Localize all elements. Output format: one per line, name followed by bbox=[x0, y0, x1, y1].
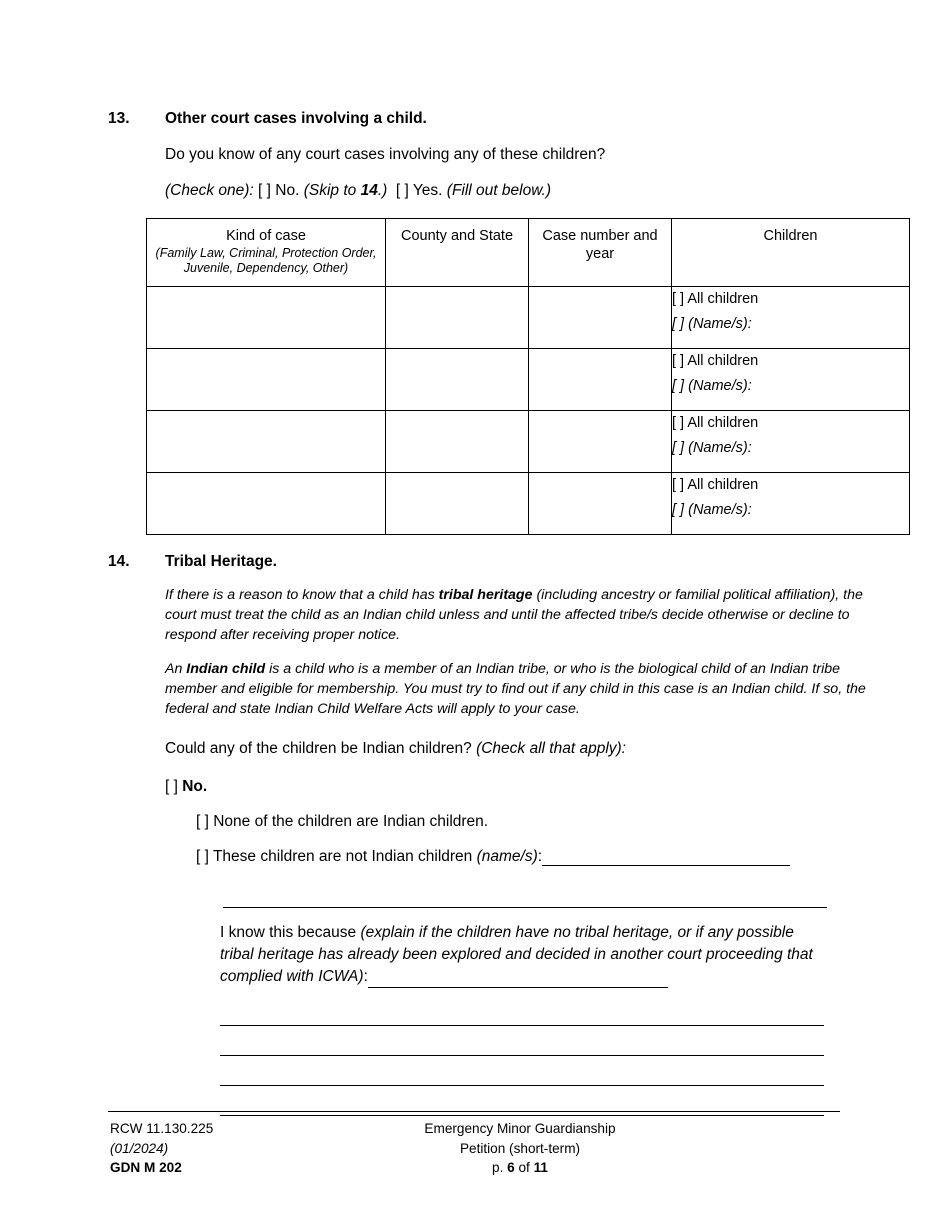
tribal-heritage-emphasis: tribal heritage bbox=[438, 586, 533, 603]
skip-to-hint-post: .) bbox=[377, 182, 388, 199]
cell-county-and-state[interactable] bbox=[386, 410, 529, 472]
skip-to-hint-pre: (Skip to bbox=[303, 182, 361, 199]
tribal-para2-part3: is a child who is a member of an Indian tribe, or who is the biological child of an Indian tribe member and eligible for membership. You must try to find out if any child in this case is an Indian child. If so, the federal and state Indian Child Welfare Acts will apply to your case. bbox=[165, 661, 866, 718]
checkbox-child-names[interactable]: [ ] (Name/s): bbox=[672, 501, 752, 518]
cell-county-and-state[interactable] bbox=[386, 348, 529, 410]
cell-case-number[interactable] bbox=[529, 348, 672, 410]
skip-to-hint-number: 14 bbox=[360, 182, 378, 199]
explanation-lines bbox=[220, 996, 824, 1116]
footer-revision: (01/2024) bbox=[110, 1140, 169, 1156]
names-continuation-line[interactable] bbox=[223, 880, 827, 908]
explanation-line[interactable] bbox=[220, 996, 824, 1026]
cell-county-and-state[interactable] bbox=[386, 286, 529, 348]
table-row bbox=[147, 410, 910, 472]
section-13-check-one-row bbox=[165, 182, 870, 200]
cell-case-number[interactable] bbox=[529, 472, 672, 534]
header-kind-of-case-sub: (Family Law, Criminal, Protection Order, Juvenile, Dependency, Other) bbox=[155, 245, 377, 275]
cell-kind-of-case[interactable] bbox=[147, 348, 386, 410]
checkbox-no-box[interactable]: [ ] bbox=[165, 777, 178, 795]
footer-page-current: 6 bbox=[507, 1160, 515, 1176]
footer-title-line-1: Emergency Minor Guardianship bbox=[424, 1121, 616, 1136]
tribal-heritage-paragraph-2 bbox=[165, 659, 877, 719]
footer-page-total: 11 bbox=[533, 1160, 548, 1176]
footer-title-line-2: Petition (short-term) bbox=[459, 1140, 581, 1156]
names-input-line[interactable] bbox=[542, 851, 790, 866]
table-row bbox=[147, 472, 910, 534]
footer-content bbox=[108, 1112, 840, 1191]
footer-page-pre: p. bbox=[492, 1160, 508, 1176]
page-footer bbox=[108, 1111, 840, 1191]
fill-out-hint: (Fill out below.) bbox=[446, 182, 552, 199]
explanation-line[interactable] bbox=[220, 1056, 824, 1086]
section-13-number: 13. bbox=[108, 110, 130, 127]
tribal-para2-part1: An bbox=[165, 661, 187, 678]
cell-children bbox=[672, 410, 910, 472]
know-because-instruction: (explain if the children have no tribal heritage, or if any possible tribal heritage has already been explored and decided in another court proceeding that complied with ICWA) bbox=[220, 923, 813, 985]
checkbox-none-are-indian-label: [ ] None of the children are Indian children. bbox=[196, 812, 489, 830]
header-kind-of-case-label: Kind of case bbox=[226, 228, 306, 244]
cell-children bbox=[672, 286, 910, 348]
section-14-title: Tribal Heritage. bbox=[165, 552, 277, 570]
skip-to-hint bbox=[304, 182, 388, 199]
cell-county-and-state[interactable] bbox=[386, 472, 529, 534]
checkbox-these-not-indian-label: [ ] These children are not Indian children bbox=[196, 847, 477, 865]
checkbox-no-indian-children[interactable] bbox=[165, 778, 870, 796]
cell-children bbox=[672, 472, 910, 534]
indian-children-question bbox=[165, 740, 870, 758]
names-hint: (name/s) bbox=[476, 847, 538, 865]
checkbox-all-children[interactable]: [ ] All children bbox=[672, 476, 759, 493]
cell-case-number[interactable] bbox=[529, 410, 672, 472]
tribal-heritage-paragraph-1 bbox=[165, 585, 877, 645]
cell-children bbox=[672, 348, 910, 410]
cell-kind-of-case[interactable] bbox=[147, 286, 386, 348]
know-because-lead: I know this because bbox=[220, 923, 361, 941]
tribal-para1-part1: If there is a reason to know that a child has bbox=[165, 586, 439, 603]
table-header-row bbox=[147, 219, 910, 287]
header-children: Children bbox=[672, 219, 910, 287]
checkbox-all-children[interactable]: [ ] All children bbox=[672, 414, 759, 431]
header-kind-of-case bbox=[147, 219, 386, 287]
section-14-number: 14. bbox=[108, 552, 130, 570]
section-13-heading bbox=[108, 110, 870, 128]
checkbox-no-label: No. bbox=[182, 777, 208, 795]
section-13-question: Do you know of any court cases involving any of these children? bbox=[165, 146, 606, 163]
cell-case-number[interactable] bbox=[529, 286, 672, 348]
table-row bbox=[147, 286, 910, 348]
checkbox-child-names[interactable]: [ ] (Name/s): bbox=[672, 439, 752, 456]
checkbox-child-names[interactable]: [ ] (Name/s): bbox=[672, 315, 752, 332]
checkbox-all-children[interactable]: [ ] All children bbox=[672, 352, 759, 369]
footer-center bbox=[154, 1119, 886, 1178]
checkbox-none-are-indian[interactable] bbox=[196, 813, 870, 831]
indian-child-emphasis: Indian child bbox=[186, 661, 266, 678]
footer-rcw: RCW 11.130.225 bbox=[110, 1121, 214, 1136]
header-case-number: Case number and year bbox=[529, 219, 672, 287]
tribal-para1-part3: (including ancestry or familial political affiliation), the court must treat the child as an Indian child unless and until the affected tribe/s decide otherwise or decline to respond after receiving proper notice. bbox=[165, 586, 863, 643]
footer-page-number bbox=[154, 1158, 886, 1178]
explanation-line[interactable] bbox=[220, 1026, 824, 1056]
header-county-and-state: County and State bbox=[386, 219, 529, 287]
other-court-cases-table bbox=[146, 218, 910, 535]
cell-kind-of-case[interactable] bbox=[147, 410, 386, 472]
i-know-this-because-block bbox=[220, 922, 828, 988]
section-13-title: Other court cases involving a child. bbox=[165, 110, 427, 127]
check-all-that-apply-hint: (Check all that apply): bbox=[476, 739, 626, 757]
know-because-input-line[interactable] bbox=[368, 973, 668, 988]
checkbox-yes[interactable]: [ ] Yes. bbox=[395, 182, 443, 199]
know-because-colon: : bbox=[363, 967, 368, 985]
indian-children-question-text: Could any of the children be Indian children? bbox=[165, 739, 472, 757]
table-row bbox=[147, 348, 910, 410]
section-14-heading bbox=[108, 553, 870, 571]
checkbox-child-names[interactable]: [ ] (Name/s): bbox=[672, 377, 752, 394]
checkbox-these-not-indian[interactable] bbox=[196, 848, 870, 866]
footer-page-mid: of bbox=[514, 1160, 534, 1176]
footer-form-code: GDN M 202 bbox=[110, 1160, 182, 1176]
cell-kind-of-case[interactable] bbox=[147, 472, 386, 534]
checkbox-all-children[interactable]: [ ] All children bbox=[672, 290, 759, 307]
checkbox-no[interactable]: [ ] No. bbox=[258, 182, 300, 199]
these-not-indian-colon: : bbox=[537, 847, 543, 865]
check-one-label: (Check one): bbox=[165, 182, 254, 199]
